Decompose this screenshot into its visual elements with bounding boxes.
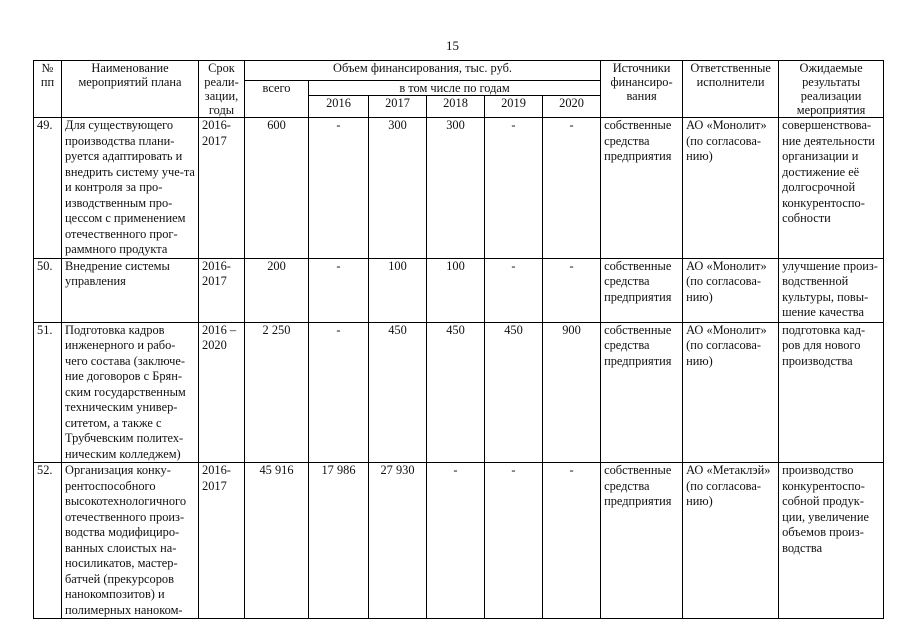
header-term: Срок реали-зации, годы (199, 61, 245, 118)
row-2017: 100 (369, 258, 427, 322)
row-2018: 100 (427, 258, 485, 322)
row-result: производство конкурентоспо-собной продук-ции, увеличение объемов произ-водства (779, 463, 884, 619)
row-2020: 900 (543, 322, 601, 463)
row-total: 600 (245, 118, 309, 259)
row-total: 2 250 (245, 322, 309, 463)
row-2016: - (309, 322, 369, 463)
header-results: Ожидаемые результаты реализации мероприятия (779, 61, 884, 118)
row-2018: - (427, 463, 485, 619)
row-term: 2016 – 2020 (199, 322, 245, 463)
row-2016: - (309, 258, 369, 322)
header-year-2018: 2018 (427, 96, 485, 118)
row-term: 2016-2017 (199, 463, 245, 619)
row-num: 50. (34, 258, 62, 322)
row-source: собственные средства предприятия (601, 258, 683, 322)
table-row (34, 322, 884, 463)
row-result: подготовка кад-ров для нового производства (779, 322, 884, 463)
header-year-2016: 2016 (309, 96, 369, 118)
row-2016: 17 986 (309, 463, 369, 619)
row-name: Для существующего производства плани-руется адаптировать и внедрить систему уче-та и контроля за про-изводственным про-цессом с применением отечественного прог-раммного продукта (62, 118, 199, 259)
row-source: собственные средства предприятия (601, 463, 683, 619)
row-2017: 300 (369, 118, 427, 259)
table-row (34, 463, 884, 619)
table-row (34, 258, 884, 322)
header-year-2017: 2017 (369, 96, 427, 118)
table-row (34, 118, 884, 259)
row-name: Организация конку-рентоспособного высокотехнологичного отечественного произ-водства модифициро-ванных слоистых на-носиликатов, мастер-батчей (прекурсоров нанокомпозитов) и полимерных нанoком- (62, 463, 199, 619)
action-plan-table (33, 60, 884, 619)
row-num: 51. (34, 322, 62, 463)
row-source: собственные средства предприятия (601, 118, 683, 259)
row-total: 45 916 (245, 463, 309, 619)
row-responsible: АО «Монолит» (по согласова-нию) (683, 258, 779, 322)
row-responsible: АО «Монолит» (по согласова-нию) (683, 322, 779, 463)
row-source: собственные средства предприятия (601, 322, 683, 463)
row-2018: 300 (427, 118, 485, 259)
row-2020: - (543, 463, 601, 619)
header-by-years: в том числе по годам (309, 81, 601, 96)
row-2017: 450 (369, 322, 427, 463)
row-2019: 450 (485, 322, 543, 463)
page-number: 15 (446, 38, 459, 53)
header-responsible: Ответственные исполнители (683, 61, 779, 118)
row-2017: 27 930 (369, 463, 427, 619)
row-2019: - (485, 118, 543, 259)
row-result: улучшение произ-водственной культуры, повы-шение качества (779, 258, 884, 322)
row-num: 49. (34, 118, 62, 259)
header-sources: Источники финансиро-вания (601, 61, 683, 118)
row-total: 200 (245, 258, 309, 322)
row-responsible: АО «Метаклэй» (по согласова-нию) (683, 463, 779, 619)
row-2018: 450 (427, 322, 485, 463)
row-responsible: АО «Монолит» (по согласова-нию) (683, 118, 779, 259)
row-2019: - (485, 463, 543, 619)
row-term: 2016-2017 (199, 258, 245, 322)
row-name: Подготовка кадров инженерного и рабо-чего состава (заключе-ние договоров с Брян-ским государственным техническим универ-ситетом, а также с Трубчевским политех-ническим колледжем) (62, 322, 199, 463)
header-funding: Объем финансирования, тыс. руб. (245, 61, 601, 81)
header-name: Наименование мероприятий плана (62, 61, 199, 118)
row-2020: - (543, 258, 601, 322)
row-2020: - (543, 118, 601, 259)
header-year-2019: 2019 (485, 96, 543, 118)
row-2016: - (309, 118, 369, 259)
header-num: № пп (34, 61, 62, 118)
row-name: Внедрение системы управления (62, 258, 199, 322)
header-total: всего (245, 81, 309, 118)
row-2019: - (485, 258, 543, 322)
row-num: 52. (34, 463, 62, 619)
header-year-2020: 2020 (543, 96, 601, 118)
row-term: 2016-2017 (199, 118, 245, 259)
row-result: совершенствова-ние деятельности организации и достижение её долгосрочной конкурентоспо-собности (779, 118, 884, 259)
